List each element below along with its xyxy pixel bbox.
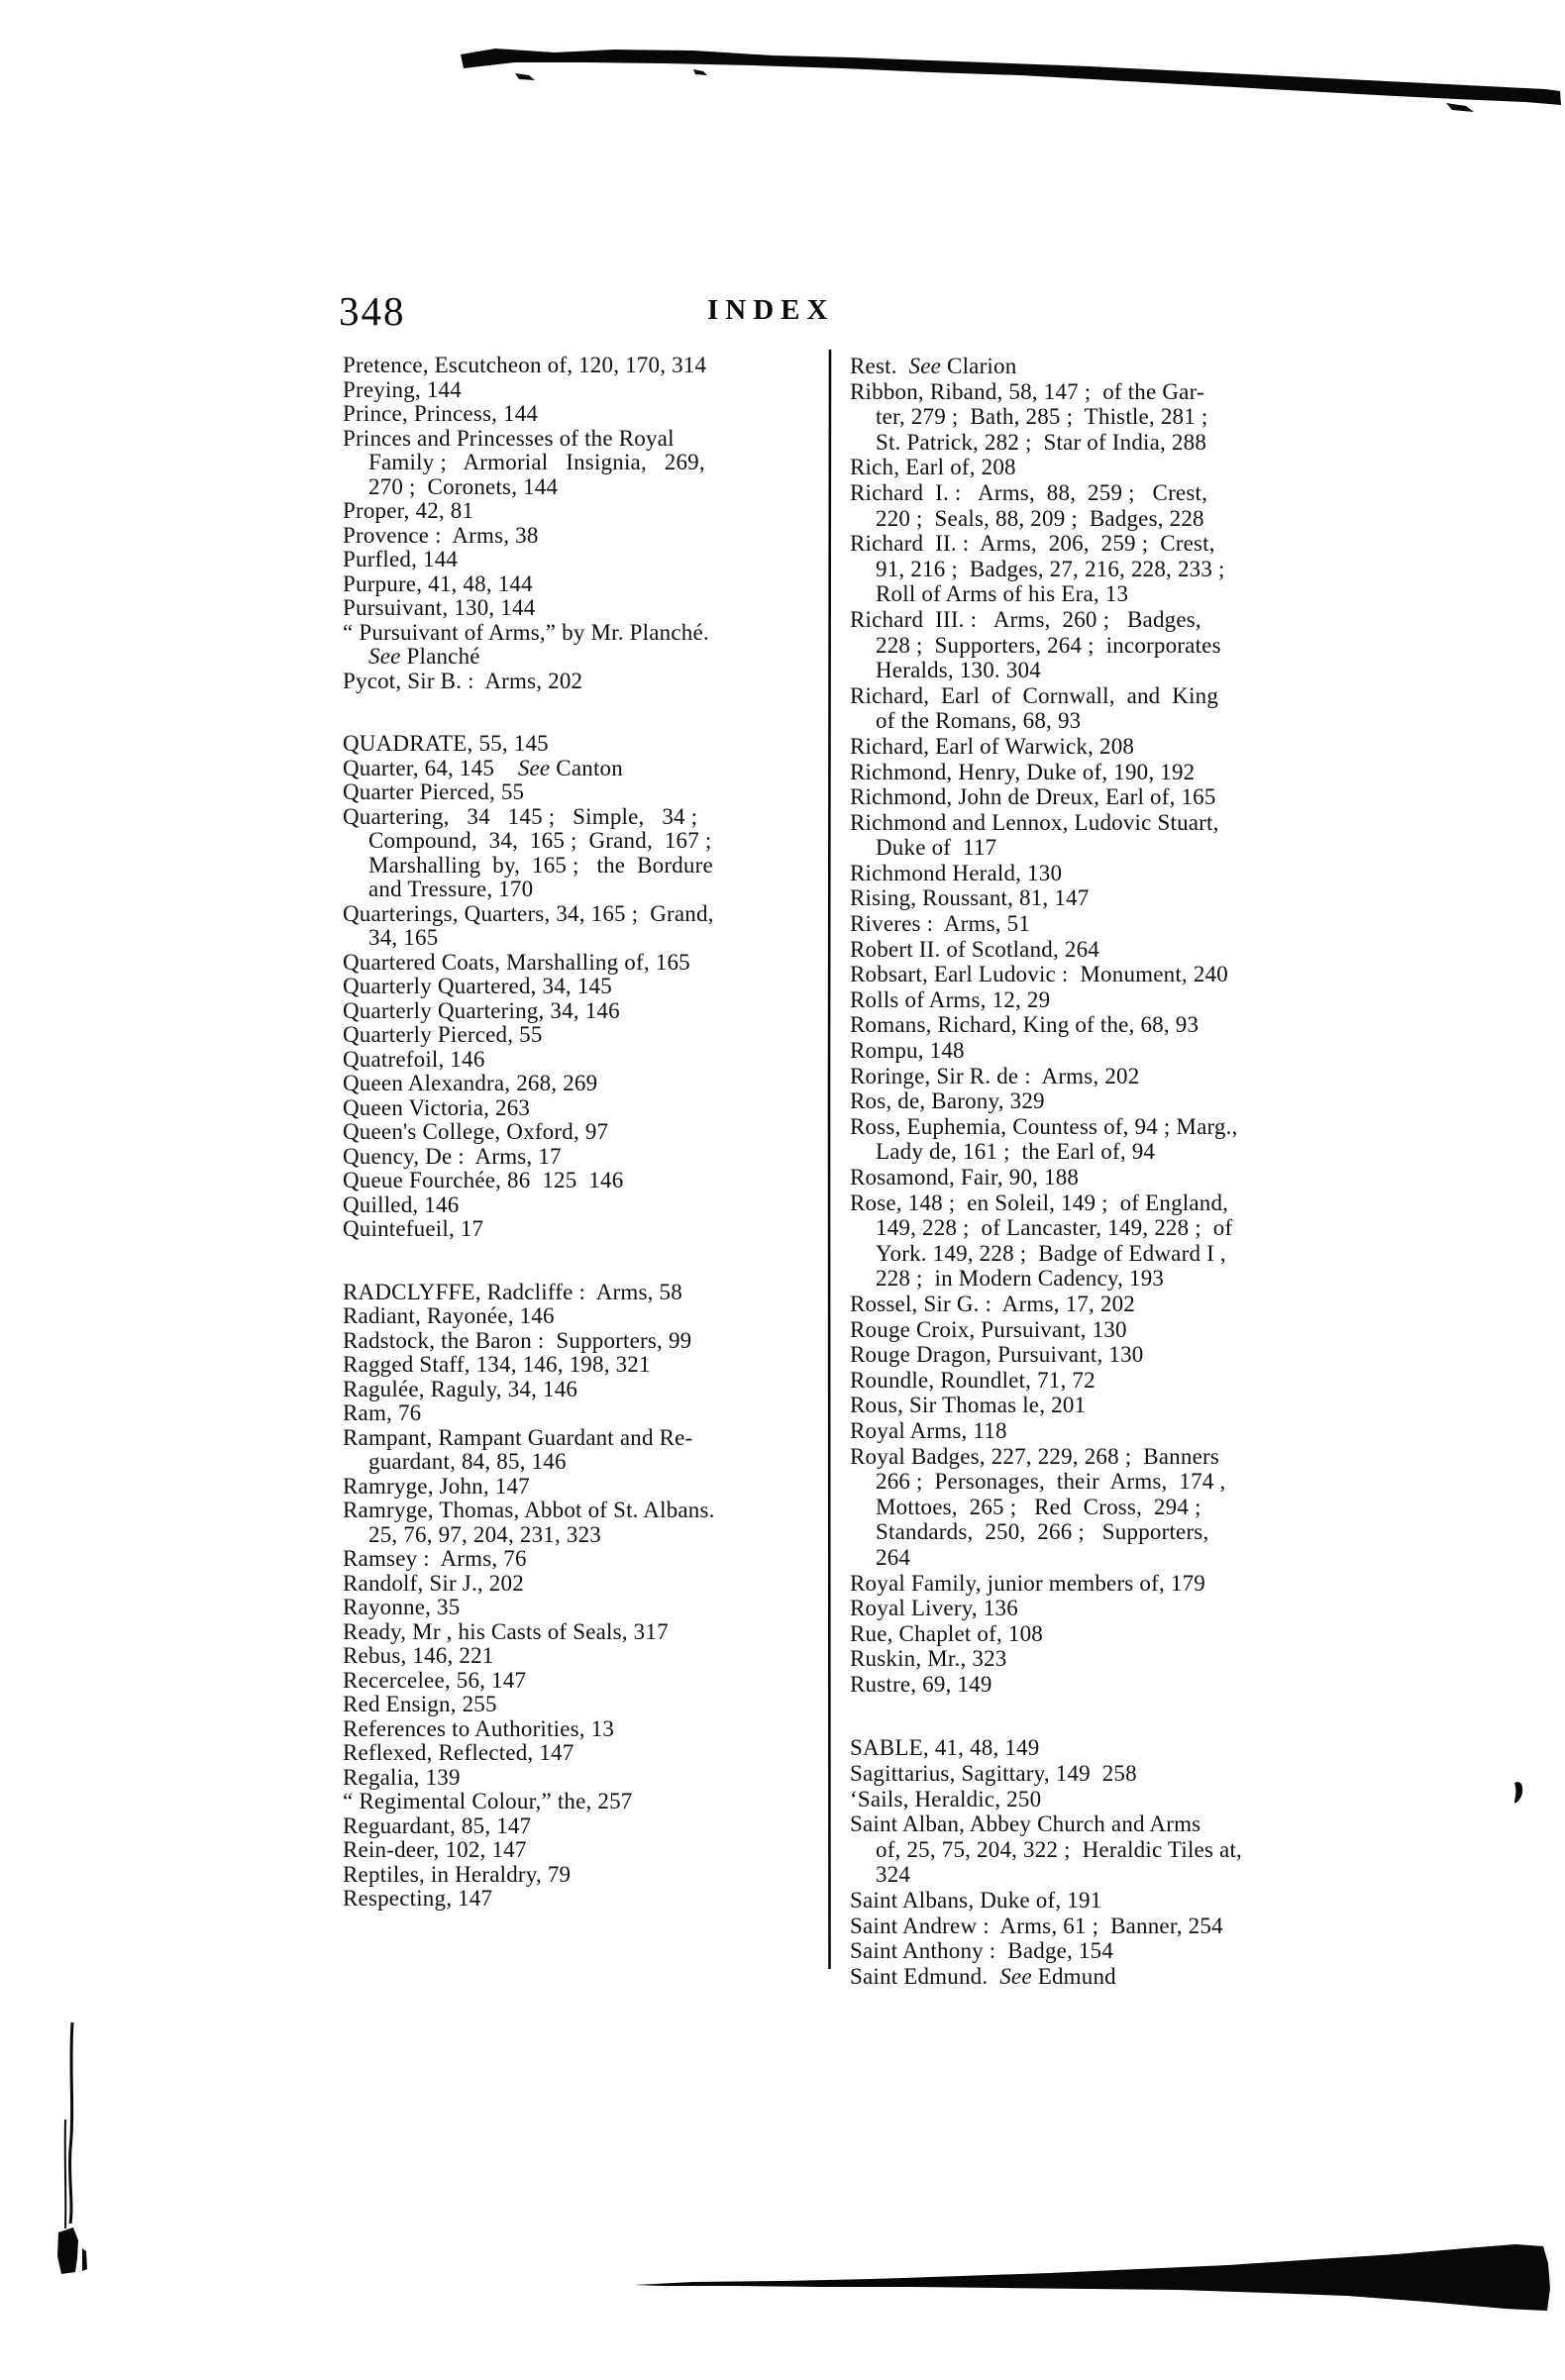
index-line: QUADRATE, 55, 145 bbox=[343, 731, 549, 756]
index-line: “ Regimental Colour,” the, 257 bbox=[343, 1789, 633, 1813]
index-line: Richmond, John de Dreux, Earl of, 165 bbox=[850, 784, 1216, 810]
index-line: York. 149, 228 ; Badge of Edward I , bbox=[876, 1240, 1226, 1266]
index-line: Richard III. : Arms, 260 ; Badges, bbox=[850, 606, 1201, 632]
index-line: Respecting, 147 bbox=[343, 1886, 493, 1911]
index-line: 34, 165 bbox=[368, 925, 439, 950]
index-line: Ragged Staff, 134, 146, 198, 321 bbox=[343, 1352, 651, 1377]
index-line: Romans, Richard, King of the, 68, 93 bbox=[850, 1012, 1200, 1038]
index-line: SABLE, 41, 48, 149 bbox=[850, 1735, 1040, 1761]
index-line: Lady de, 161 ; the Earl of, 94 bbox=[876, 1139, 1156, 1165]
index-line: Rampant, Rampant Guardant and Re- bbox=[343, 1424, 693, 1450]
index-line: Ramsey : Arms, 76 bbox=[343, 1546, 527, 1571]
index-line: Saint Anthony : Badge, 154 bbox=[850, 1938, 1114, 1964]
index-line: Duke of 117 bbox=[876, 835, 997, 861]
index-line: Ready, Mr , his Casts of Seals, 317 bbox=[343, 1618, 669, 1644]
index-line: Quintefueil, 17 bbox=[343, 1216, 484, 1241]
index-line: Standards, 250, 266 ; Supporters, bbox=[876, 1519, 1209, 1545]
index-line: Saint Albans, Duke of, 191 bbox=[850, 1888, 1102, 1914]
top-edge-scan-artifact bbox=[461, 49, 1561, 105]
index-line: of, 25, 75, 204, 322 ; Heraldic Tiles at, bbox=[876, 1836, 1242, 1862]
index-line: Rest. See Clarion bbox=[850, 354, 1017, 378]
left-margin-scratch-short bbox=[65, 2120, 66, 2228]
index-line: Heralds, 130. 304 bbox=[876, 658, 1041, 683]
index-line: Quency, De : Arms, 17 bbox=[343, 1143, 562, 1169]
index-line: Preying, 144 bbox=[343, 376, 462, 402]
index-line: Riveres : Arms, 51 bbox=[850, 911, 1031, 937]
index-line: 25, 76, 97, 204, 231, 323 bbox=[368, 1521, 601, 1547]
index-line: 228 ; in Modern Cadency, 193 bbox=[876, 1266, 1165, 1292]
index-line: Family ; Armorial Insignia, 269, bbox=[368, 450, 705, 474]
index-line: Pretence, Escutcheon of, 120, 170, 314 bbox=[343, 353, 707, 377]
index-line: Regalia, 139 bbox=[343, 1764, 461, 1790]
index-line: Rosamond, Fair, 90, 188 bbox=[850, 1165, 1080, 1190]
index-line: Prince, Princess, 144 bbox=[343, 401, 539, 426]
page-header: INDEX bbox=[707, 294, 835, 326]
index-line: “ Pursuivant of Arms,” by Mr. Planché. bbox=[343, 619, 709, 645]
index-line: Recercelee, 56, 147 bbox=[343, 1667, 527, 1693]
index-line: Sagittarius, Sagittary, 149 258 bbox=[850, 1761, 1137, 1787]
index-line: Rebus, 146, 221 bbox=[343, 1643, 494, 1668]
index-line: 149, 228 ; of Lancaster, 149, 228 ; of bbox=[876, 1215, 1233, 1241]
column-divider-rule bbox=[829, 350, 830, 1969]
index-line: Ruskin, Mr., 323 bbox=[850, 1646, 1007, 1672]
index-line: Ros, de, Barony, 329 bbox=[850, 1088, 1045, 1114]
index-line: guardant, 84, 85, 146 bbox=[368, 1449, 567, 1474]
index-line: Mottoes, 265 ; Red Cross, 294 ; bbox=[876, 1494, 1201, 1519]
index-line: Randolf, Sir J., 202 bbox=[343, 1570, 524, 1596]
index-line: Richard, Earl of Warwick, 208 bbox=[850, 733, 1135, 759]
index-line: Ram, 76 bbox=[343, 1400, 422, 1425]
left-margin-scratch-long bbox=[70, 2022, 72, 2224]
index-line: Pycot, Sir B. : Arms, 202 bbox=[343, 668, 583, 693]
index-line: Queen Victoria, 263 bbox=[343, 1094, 531, 1120]
index-line: Rouge Dragon, Pursuivant, 130 bbox=[850, 1342, 1144, 1368]
index-line: Quarterings, Quarters, 34, 165 ; Grand, bbox=[343, 900, 714, 926]
index-line: Richmond and Lennox, Ludovic Stuart, bbox=[850, 809, 1219, 835]
index-line: Rouge Croix, Pursuivant, 130 bbox=[850, 1316, 1127, 1342]
index-column-left bbox=[343, 354, 816, 1912]
index-line: See Planché bbox=[368, 644, 480, 669]
bottom-edge-scan-artifact bbox=[634, 2244, 1550, 2311]
index-line: Queue Fourchée, 86 125 146 bbox=[343, 1168, 624, 1192]
index-line: and Tressure, 170 bbox=[368, 877, 534, 901]
index-line: Quatrefoil, 146 bbox=[343, 1046, 485, 1072]
index-line: Richard I. : Arms, 88, 259 ; Crest, bbox=[850, 479, 1208, 505]
index-line: Radstock, the Baron : Supporters, 99 bbox=[343, 1327, 692, 1353]
index-line: Provence : Arms, 38 bbox=[343, 522, 539, 548]
index-line: Royal Family, junior members of, 179 bbox=[850, 1570, 1205, 1596]
index-line: Rolls of Arms, 12, 29 bbox=[850, 986, 1051, 1012]
index-line: Roringe, Sir R. de : Arms, 202 bbox=[850, 1063, 1140, 1088]
index-line: Rustre, 69, 149 bbox=[850, 1671, 992, 1697]
index-column-right bbox=[850, 354, 1331, 1989]
left-margin-ink-blob bbox=[57, 2227, 87, 2274]
index-line: Pursuivant, 130, 144 bbox=[343, 595, 536, 620]
index-line: Robert II. of Scotland, 264 bbox=[850, 936, 1099, 962]
index-line: Rein-deer, 102, 147 bbox=[343, 1837, 527, 1862]
index-line: Rising, Roussant, 81, 147 bbox=[850, 885, 1090, 911]
index-line: Rous, Sir Thomas le, 201 bbox=[850, 1393, 1087, 1418]
index-line: Ribbon, Riband, 58, 147 ; of the Gar- bbox=[850, 378, 1204, 404]
index-line: Robsart, Earl Ludovic : Monument, 240 bbox=[850, 962, 1228, 987]
index-line: Quarter, 64, 145 See Canton bbox=[343, 755, 623, 780]
index-line: ter, 279 ; Bath, 285 ; Thistle, 281 ; bbox=[876, 404, 1208, 430]
index-section-gap bbox=[850, 1697, 1331, 1735]
index-line: 264 bbox=[876, 1544, 911, 1570]
index-line: Roll of Arms of his Era, 13 bbox=[876, 581, 1129, 607]
index-line: Richard, Earl of Cornwall, and King bbox=[850, 682, 1219, 708]
index-line: Rue, Chaplet of, 108 bbox=[850, 1620, 1043, 1646]
index-line: Quarterly Quartered, 34, 145 bbox=[343, 974, 612, 998]
index-line: Quarter Pierced, 55 bbox=[343, 779, 525, 804]
index-line: 270 ; Coronets, 144 bbox=[368, 473, 559, 499]
index-line: Reflexed, Reflected, 147 bbox=[343, 1740, 574, 1765]
index-line: 228 ; Supporters, 264 ; incorporates bbox=[876, 632, 1221, 658]
index-line: References to Authorities, 13 bbox=[343, 1715, 615, 1741]
index-line: Richard II. : Arms, 206, 259 ; Crest, bbox=[850, 531, 1215, 557]
index-line: Reptiles, in Heraldry, 79 bbox=[343, 1861, 572, 1887]
page-number: 348 bbox=[339, 288, 406, 334]
index-line: Rompu, 148 bbox=[850, 1038, 965, 1064]
index-line: Quarterly Pierced, 55 bbox=[343, 1022, 543, 1047]
index-line: Quilled, 146 bbox=[343, 1191, 460, 1217]
index-section-gap bbox=[343, 693, 816, 732]
index-line: Rose, 148 ; en Soleil, 149 ; of England, bbox=[850, 1190, 1229, 1215]
index-line: Proper, 42, 81 bbox=[343, 498, 474, 523]
index-line: Ross, Euphemia, Countess of, 94 ; Marg., bbox=[850, 1113, 1238, 1139]
index-line: Royal Badges, 227, 229, 268 ; Banners bbox=[850, 1443, 1220, 1469]
index-line: ‘Sails, Heraldic, 250 bbox=[850, 1786, 1042, 1811]
index-line: of the Romans, 68, 93 bbox=[876, 708, 1082, 734]
index-line: Quarterly Quartering, 34, 146 bbox=[343, 997, 620, 1023]
index-line: Royal Livery, 136 bbox=[850, 1596, 1018, 1621]
index-line: RADCLYFFE, Radcliffe : Arms, 58 bbox=[343, 1279, 682, 1304]
index-line: Roundle, Roundlet, 71, 72 bbox=[850, 1367, 1096, 1393]
index-line: Red Ensign, 255 bbox=[343, 1692, 497, 1716]
index-line: 324 bbox=[876, 1862, 911, 1888]
stray-ink-mark bbox=[1514, 1782, 1522, 1803]
index-line: Ramryge, John, 147 bbox=[343, 1473, 530, 1499]
index-line: Queen's College, Oxford, 97 bbox=[343, 1119, 609, 1144]
index-line: Marshalling by, 165 ; the Bordure bbox=[368, 852, 713, 878]
index-line: Saint Edmund. See Edmund bbox=[850, 1963, 1116, 1989]
index-line: Saint Andrew : Arms, 61 ; Banner, 254 bbox=[850, 1913, 1223, 1938]
index-line: Ragulée, Raguly, 34, 146 bbox=[343, 1376, 578, 1401]
index-line: Richmond, Henry, Duke of, 190, 192 bbox=[850, 759, 1196, 784]
index-line: St. Patrick, 282 ; Star of India, 288 bbox=[876, 429, 1207, 455]
top-edge-scan-speckle bbox=[515, 69, 1474, 112]
index-line: Compound, 34, 165 ; Grand, 167 ; bbox=[368, 828, 712, 853]
index-line: Rossel, Sir G. : Arms, 17, 202 bbox=[850, 1291, 1135, 1316]
index-line: 266 ; Personages, their Arms, 174 , bbox=[876, 1469, 1226, 1495]
index-line: Princes and Princesses of the Royal bbox=[343, 425, 675, 451]
index-line: 220 ; Seals, 88, 209 ; Badges, 228 bbox=[876, 505, 1204, 531]
index-line: Saint Alban, Abbey Church and Arms bbox=[850, 1811, 1201, 1837]
index-line: Queen Alexandra, 268, 269 bbox=[343, 1071, 598, 1095]
index-line: Quartering, 34 145 ; Simple, 34 ; bbox=[343, 803, 698, 829]
index-line: Rich, Earl of, 208 bbox=[850, 455, 1016, 480]
index-line: 91, 216 ; Badges, 27, 216, 228, 233 ; bbox=[876, 556, 1225, 581]
index-section-gap bbox=[343, 1242, 816, 1281]
index-line: Radiant, Rayonée, 146 bbox=[343, 1303, 555, 1328]
index-line: Purpure, 41, 48, 144 bbox=[343, 570, 533, 596]
index-line: Royal Arms, 118 bbox=[850, 1417, 1007, 1443]
index-line: Reguardant, 85, 147 bbox=[343, 1812, 532, 1838]
index-line: Purfled, 144 bbox=[343, 547, 459, 571]
index-line: Richmond Herald, 130 bbox=[850, 860, 1063, 885]
index-line: Quartered Coats, Marshalling of, 165 bbox=[343, 949, 690, 975]
index-line: Rayonne, 35 bbox=[343, 1595, 461, 1619]
index-line: Ramryge, Thomas, Abbot of St. Albans. bbox=[343, 1498, 715, 1522]
